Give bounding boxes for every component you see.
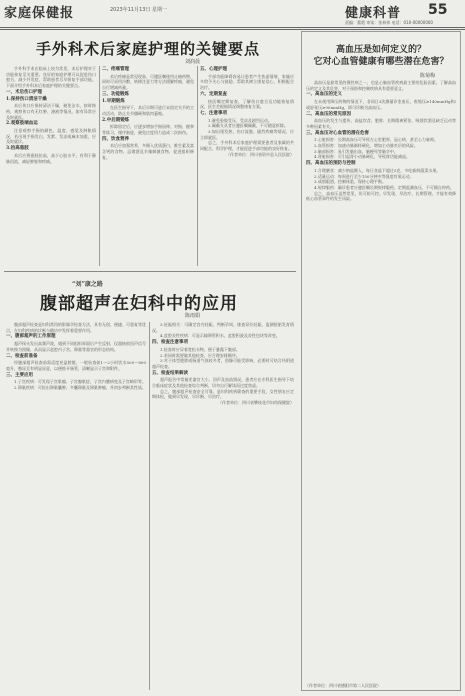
paragraph: 在医生指导下，术后早期可进行未固定关节的主动活动，防止关节僵硬和肌肉萎缩。 bbox=[102, 105, 194, 116]
paragraph: 经腹部超声检查前需适度充盈膀胱，一般检查前1～2小时饮水500～800毫升，憋尿至有明显尿意，以便推开肠管，清晰显示子宫和附件。 bbox=[6, 360, 146, 371]
masthead-divider bbox=[0, 27, 465, 28]
page-number: 55 bbox=[428, 2, 448, 18]
article1-title: 手外科术后家庭护理的关键要点 bbox=[35, 40, 260, 58]
paragraph: 高血压的发生与遗传、高盐饮食、肥胖、长期精神紧张、吸烟饮酒及缺乏运动等多种因素有关。 bbox=[306, 118, 456, 129]
subheading: 六、定期复查 bbox=[200, 91, 227, 97]
column-divider bbox=[99, 66, 100, 266]
paragraph: 1.心脏损害：长期高血压可导致左心室肥厚、冠心病，甚至心力衰竭。 bbox=[314, 137, 438, 143]
subheading: 一、高血压的定义 bbox=[306, 92, 342, 98]
article1-column-1 bbox=[6, 66, 96, 266]
paragraph: 2.血管损害：加速动脉粥样硬化，增加主动脉夹层的风险。 bbox=[314, 143, 418, 149]
article3-author-affiliation: （作者单位：四川省德阳市第二人民医院） bbox=[305, 683, 381, 688]
paragraph: 2.适量运动：每周进行至少150分钟中等强度有氧运动。 bbox=[314, 173, 414, 179]
subheading: 1.保持伤口清洁干燥 bbox=[6, 96, 47, 102]
paragraph: 术后应将患肢抬高，高于心脏水平，有利于静脉回流，减轻肿胀和疼痛。 bbox=[6, 152, 96, 164]
paragraph: 注意观察手指的颜色、温度、感觉及肿胀情况，若出现手指发白、发紫、发凉或麻木加重，应及时就诊。 bbox=[6, 128, 96, 145]
paragraph: 超声探头发出高频声波，遇到不同组织界面后产生反射，仪器接收回声信号并转换为图像，从而显示盆腔内子宫、卵巢等器官的形态结构。 bbox=[6, 341, 146, 352]
subheading: 2.观察肢端血运 bbox=[6, 121, 38, 127]
paragraph: 3.脑部损害：易引发脑出血、脑梗死等脑卒中。 bbox=[314, 148, 398, 154]
newspaper-title: 家庭保健报 bbox=[4, 6, 75, 21]
subheading: 三、主要应用 bbox=[6, 372, 33, 378]
subheading: 七、注意事项 bbox=[200, 110, 227, 116]
paragraph: 3.对于体型肥胖或肠道气体较多者，图像可能受影响，必要时可结合经阴道超声检查。 bbox=[152, 358, 294, 369]
paragraph: 术后应加强营养，多摄入优质蛋白、维生素及富含钙的食物，忌烟酒及辛辣刺激食物，促进组织修复。 bbox=[102, 143, 194, 160]
paragraph: 总之，高血压虽然常见，但可防可控。早发现、早治疗、长期管理，才能有效降低心血管事件的发生风险。 bbox=[306, 190, 456, 202]
author-affiliation: （作者单位：四川省攀枝花市妇幼保健院） bbox=[218, 400, 294, 406]
paragraph: 2.佩戴支具者应遵医嘱佩戴，不可随意拆除。 bbox=[208, 123, 288, 129]
subheading: 2.中后期锻炼 bbox=[102, 117, 130, 123]
paragraph: 4.规律服药：确诊患者应遵医嘱长期规律服药，定期监测血压，不可擅自停药。 bbox=[314, 184, 454, 190]
paragraph: 1.子宫疾病：可发现子宫肌瘤、子宫腺肌症、子宫内膜病变及子宫畸形等。 bbox=[14, 379, 146, 385]
paragraph: 3.戒烟限酒，控制体重，保持心理平衡。 bbox=[314, 179, 386, 185]
article3-title-line-1: 高血压是如何定义的？ bbox=[335, 45, 426, 55]
article1-byline: 刘润晨 bbox=[185, 59, 201, 65]
paragraph: 手外科手术在临床上较为常见，术后护理对于功能恢复至关重要。良好的家庭护理可以促进伤口愈合，减少并发症，帮助患者尽早恢复手部功能。下面介绍手外科术后家庭护理的关键要点。 bbox=[6, 66, 96, 89]
paragraph: 3.如出现发热、伤口流脓、剧烈疼痛等情况，应立即就医。 bbox=[200, 129, 294, 140]
masthead bbox=[0, 0, 465, 26]
paragraph: 1.检查时应穿着宽松衣物，便于暴露下腹部。 bbox=[160, 346, 240, 352]
subheading: 二、高血压的常见原因 bbox=[306, 111, 351, 117]
editor-line: 责编：董霞 审读：张林伟 电话：010-00000000 bbox=[345, 20, 433, 25]
article3-column bbox=[306, 80, 456, 680]
paragraph: 4.盆腔炎性疾病：可显示输卵管积水、盆腔积液及炎性包块等改变。 bbox=[160, 333, 280, 339]
paragraph: 术后疼痛是常见现象，可遵医嘱使用止痛药物，同时可采用冷敷、转移注意力等方法缓解疼痛，避免自行增减药量。 bbox=[102, 73, 194, 91]
subheading: 一、术后伤口护理 bbox=[6, 89, 42, 95]
column-divider bbox=[149, 322, 150, 690]
subheading: 三、功能锻炼 bbox=[102, 91, 129, 97]
article3-title bbox=[306, 44, 456, 68]
subheading: 四、饮食营养 bbox=[102, 136, 129, 142]
article2-kicker: “刘”康之路 bbox=[72, 281, 103, 288]
subheading: 四、高血压的预防与控制 bbox=[306, 161, 356, 167]
paragraph: 2.卵巢疾病：可检出卵巢囊肿、多囊卵巢及卵巢肿瘤，并初步判断其性质。 bbox=[14, 385, 146, 391]
section-divider bbox=[4, 271, 296, 272]
article3-title-line-2: 它对心血管健康有哪些潜在危害？ bbox=[313, 57, 449, 67]
subheading: 二、疼痛管理 bbox=[102, 67, 129, 72]
paragraph: 总之，手外科术后家庭护理需要患者及家属的共同配合，科学护理，才能促进手部功能的良好恢复。 bbox=[200, 140, 294, 152]
paragraph: 手部功能障碍容易让患者产生焦虑情绪，家属应多给予关心与鼓励，帮助其树立康复信心，积极配合治疗。 bbox=[200, 73, 294, 91]
article1-column-2 bbox=[102, 66, 194, 266]
article2-column-2 bbox=[152, 322, 294, 690]
subheading: 1.早期锻炼 bbox=[102, 98, 125, 104]
paragraph: 腹部超声检查是妇科常用的影像学检查方法，具有无创、便捷、可重复等优点，在妇科疾病的诊断与随访中发挥着重要作用。 bbox=[6, 322, 146, 333]
subheading: 3.抬高患肢 bbox=[6, 146, 29, 152]
subheading: 四、检查注意事项 bbox=[152, 340, 188, 346]
masthead-divider-thin bbox=[0, 29, 465, 30]
subheading: 五、心理护理 bbox=[200, 67, 227, 72]
subheading: 五、检查结果解读 bbox=[152, 370, 188, 376]
subheading: 三、高血压对心血管的潜在危害 bbox=[306, 130, 369, 136]
article2-column-1 bbox=[6, 322, 146, 690]
issue-date: 2023年11月13日 星期一 bbox=[110, 7, 168, 13]
paragraph: 按医嘱定期复查，了解伤口愈合及功能恢复情况，医生会根据情况调整康复方案。 bbox=[200, 98, 294, 110]
paragraph: 4.肾脏损害：可引起肾小动脉硬化，导致肾功能减退。 bbox=[314, 154, 410, 160]
paragraph: 3.妊娠相关：可确定宫内妊娠、判断孕周、排查异位妊娠，监测胚胎发育情况。 bbox=[152, 322, 294, 333]
article3-byline: 陈菊梅 bbox=[420, 73, 436, 79]
paragraph: 1.避免患肢受压、受凉及剧烈运动。 bbox=[208, 117, 272, 123]
paragraph: 超声报告中常描述器官大小、回声及血流情况，患者应在专科医生指导下结合临床症状及其他检查综合判断，切勿自行解读而过度焦虑。 bbox=[152, 377, 294, 389]
author-affiliation: （作者单位：四川省资中县人民医院） bbox=[226, 151, 294, 157]
article2-title: 腹部超声在妇科中的应用 bbox=[40, 294, 238, 314]
paragraph: 1.合理膳食：减少钠盐摄入，每日食盐不超过5克，多吃新鲜蔬菜水果。 bbox=[314, 167, 441, 173]
paragraph: 高血压是最常见的慢性病之一，也是心脑血管疾病最主要的危险因素。了解高血压的定义及其危害，对于预防和控制疾病具有重要意义。 bbox=[306, 80, 456, 91]
paragraph: 拆除固定后，应逐步增加手指屈伸、对指、握拳等练习，循序渐进，避免过度用力造成二次损伤。 bbox=[102, 124, 194, 136]
subheading: 一、腹部超声的工作原理 bbox=[6, 334, 56, 340]
article2-byline: 陈雨娟 bbox=[185, 313, 201, 319]
paragraph: 2.若同时需要做其他检查，应合理安排顺序。 bbox=[160, 352, 240, 358]
subheading: 二、检查前准备 bbox=[6, 353, 38, 359]
article1-column-3 bbox=[200, 66, 294, 266]
column-divider bbox=[197, 66, 198, 266]
section-title: 健康科普 bbox=[345, 6, 402, 21]
paragraph: 在未使用降压药物的情况下，非同日3次测量诊室血压，收缩压≥140mmHg和/或舒张压≥90mmHg，即可诊断为高血压。 bbox=[306, 99, 456, 110]
paragraph: 术后伤口应保持清洁干燥，避免沾水，按时换药，观察伤口有无红肿、渗液等情况，如有异常应及时就医。 bbox=[6, 103, 96, 120]
paragraph: 总之，腹部超声检查安全可靠，是妇科疾病筛查的重要手段，女性朋友应定期体检，做到早发现、早诊断、早治疗。 bbox=[152, 388, 294, 400]
